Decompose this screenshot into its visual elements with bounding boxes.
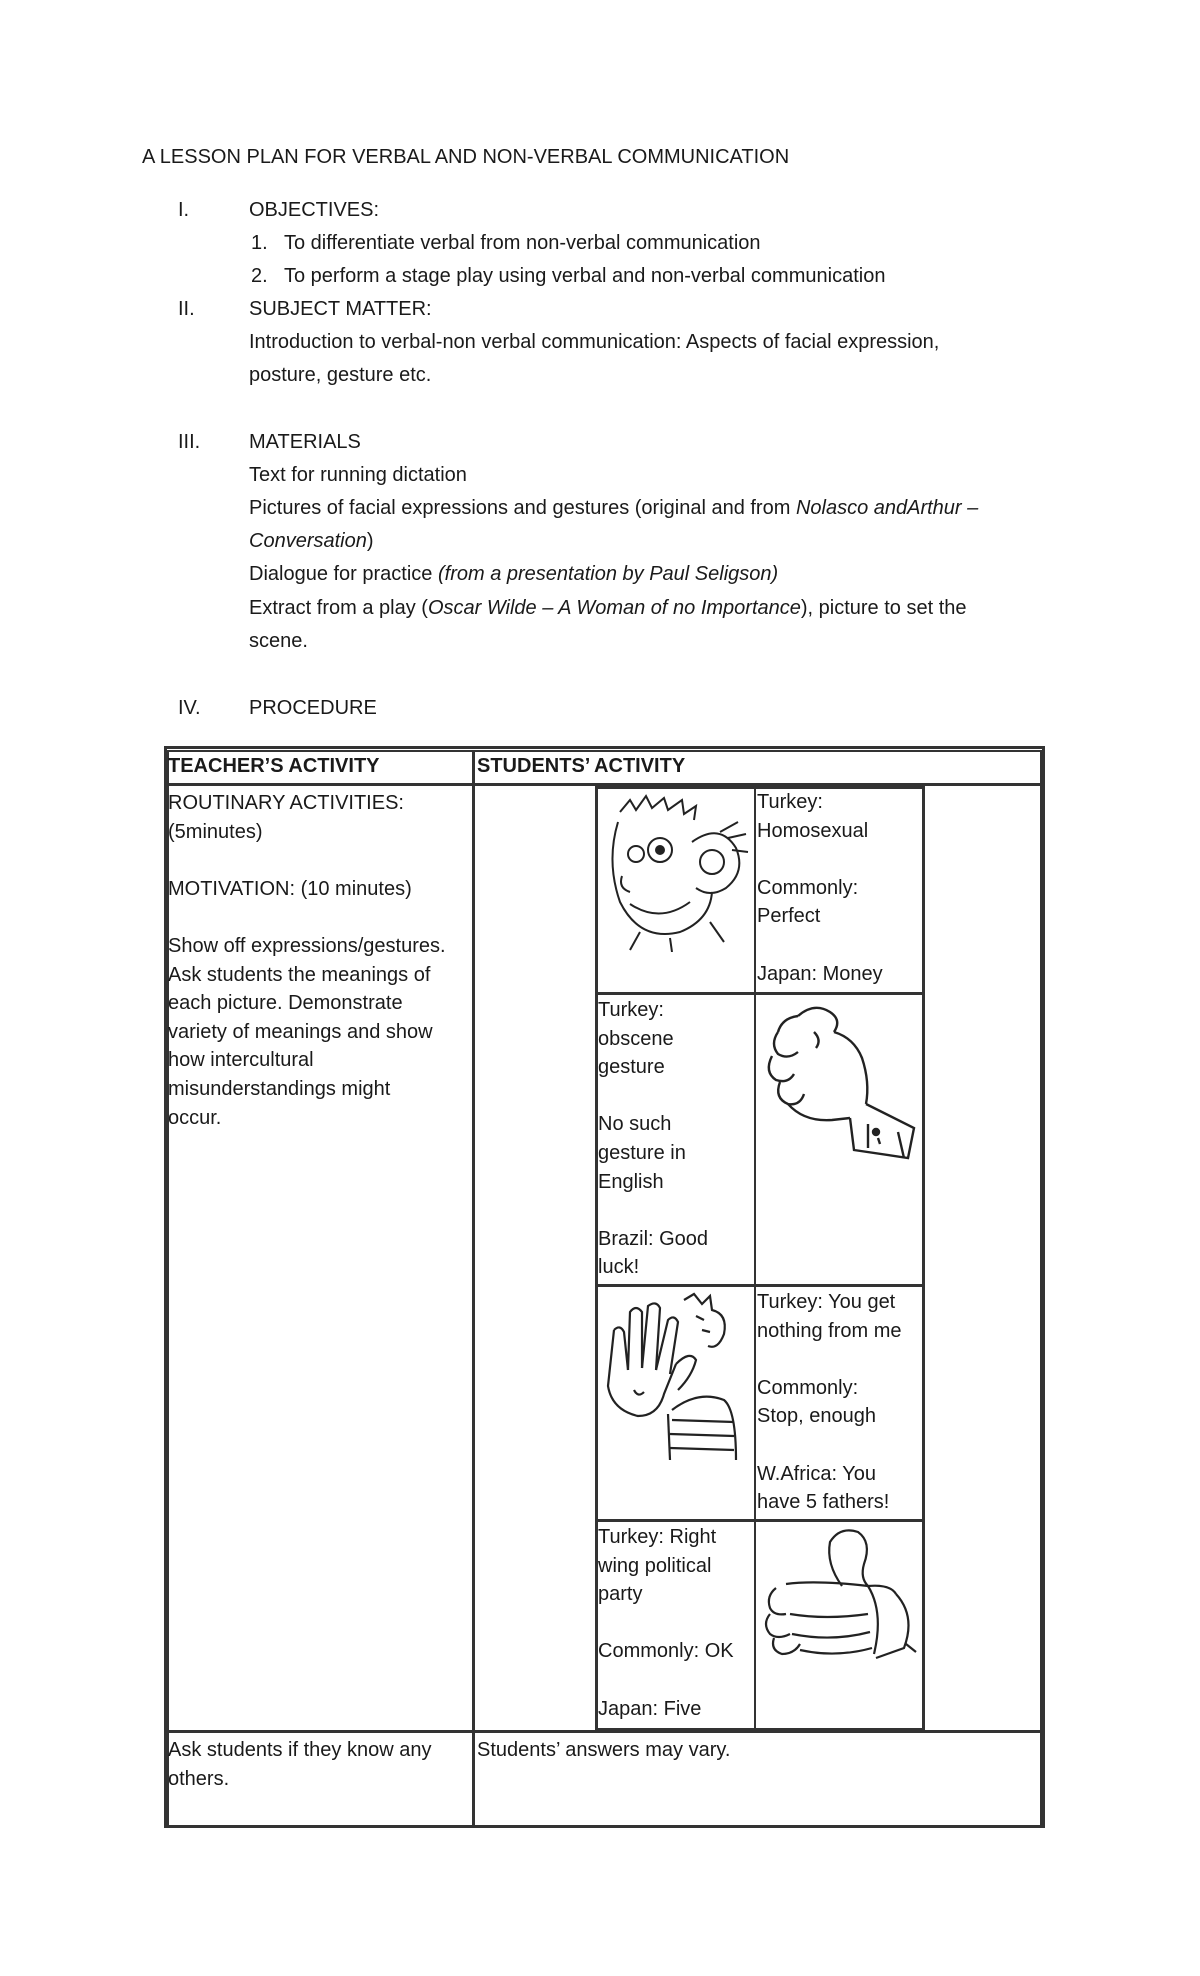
gesture-1-meanings <box>757 788 922 988</box>
gesture-3-line: Turkey: You get <box>757 1291 896 1313</box>
students-last-row-cell: Students’ answers may vary. <box>477 1739 731 1761</box>
subject-matter-number: II. <box>178 298 195 320</box>
gesture-grid-row-divider-1 <box>595 992 925 995</box>
teacher-line: ROUTINARY ACTIVITIES: <box>168 792 404 814</box>
materials-line-3-source: Conversation <box>249 530 367 552</box>
materials-line-5-text: Extract from a play ( <box>249 597 428 619</box>
gesture-2-line: luck! <box>598 1256 640 1279</box>
materials-line-2-text: Pictures of facial expressions and gestures (original and from <box>249 497 796 519</box>
gesture-2-line: gesture in <box>598 1141 686 1164</box>
materials-line-2-source: Nolasco andArthur – <box>795 497 979 519</box>
gesture-3-line: Commonly: <box>757 1376 859 1399</box>
gesture-2-line: No such <box>598 1113 672 1136</box>
teacher-activity-header: TEACHER’S ACTIVITY <box>168 755 380 777</box>
procedure-heading: PROCEDURE <box>249 697 377 719</box>
materials-line-5 <box>249 597 1049 619</box>
teacher-line-blank <box>168 903 468 932</box>
teacher-line: occur. <box>168 1106 222 1129</box>
gesture-2-line-blank <box>598 1082 753 1111</box>
gesture-4-meanings <box>598 1523 753 1723</box>
materials-line-5-rest: ), picture to set the <box>800 597 967 619</box>
materials-line-1: Text for running dictation <box>249 464 467 486</box>
gesture-2-line: obscene <box>598 1027 674 1050</box>
page-title: A LESSON PLAN FOR VERBAL AND NON-VERBAL COMMUNICATION <box>142 146 790 168</box>
materials-line-5-source: Oscar Wilde – A Woman of no Importance <box>427 597 801 619</box>
fig-fist-icon <box>758 998 924 1163</box>
objective-1-text: To differentiate verbal from non-verbal communication <box>284 232 761 254</box>
teacher-line: Show off expressions/gestures. <box>168 934 446 957</box>
gesture-1-line: Turkey: <box>757 791 823 813</box>
teacher-line: Ask students the meanings of <box>168 963 431 986</box>
procedure-number: IV. <box>178 697 201 719</box>
gesture-4-line: wing political <box>598 1554 712 1577</box>
table-right-inner-line <box>1040 750 1042 1825</box>
gesture-3-line: nothing from me <box>757 1319 902 1342</box>
gesture-3-line: Stop, enough <box>757 1405 876 1428</box>
teacher-activity-cell <box>168 789 468 1132</box>
gesture-1-line: Japan: Money <box>757 962 883 985</box>
objectives-heading: OBJECTIVES: <box>249 199 380 221</box>
gesture-1-line: Commonly: <box>757 876 859 899</box>
teacher-line-blank <box>168 846 468 875</box>
materials-line-3 <box>249 530 1049 552</box>
objective-2-number: 2. <box>251 265 268 287</box>
gesture-4-line-blank <box>598 1609 753 1638</box>
subject-matter-text-1: Introduction to verbal-non verbal communication: Aspects of facial expression, <box>249 331 940 353</box>
objective-2-text: To perform a stage play using verbal and non-verbal communication <box>284 265 886 287</box>
gesture-4-line: Commonly: OK <box>598 1640 734 1663</box>
gesture-2-line: Turkey: <box>598 999 664 1021</box>
materials-line-6: scene. <box>249 630 308 652</box>
gesture-grid-row-divider-2 <box>595 1284 925 1287</box>
teacher-line: MOTIVATION: (10 minutes) <box>168 877 412 900</box>
teacher-line: (5minutes) <box>168 820 263 843</box>
materials-heading: MATERIALS <box>249 431 361 453</box>
gesture-1-line: Homosexual <box>757 819 869 842</box>
gesture-1-line-blank <box>757 931 922 960</box>
materials-line-3-close: ) <box>366 530 374 552</box>
gesture-3-meanings <box>757 1288 922 1517</box>
gesture-4-line-blank <box>598 1666 753 1695</box>
materials-line-4-source: (from a presentation by Paul Seligson) <box>437 563 779 585</box>
gesture-2-line: English <box>598 1170 664 1193</box>
table-column-divider <box>472 750 475 1825</box>
gesture-3-line-blank <box>757 1431 922 1460</box>
gesture-3-line: have 5 fathers! <box>757 1491 890 1514</box>
teacher-line: variety of meanings and show <box>168 1020 433 1043</box>
gesture-1-line-blank <box>757 845 922 874</box>
teacher-line: how intercultural <box>168 1049 314 1072</box>
gesture-2-line-blank <box>598 1196 753 1225</box>
gesture-2-meanings <box>598 996 753 1282</box>
materials-number: III. <box>178 431 201 453</box>
gesture-2-line: Brazil: Good <box>598 1227 709 1250</box>
gesture-3-line-blank <box>757 1345 922 1374</box>
gesture-4-line: Turkey: Right <box>598 1526 717 1548</box>
teacher-line: each picture. Demonstrate <box>168 992 403 1015</box>
gesture-2-line: gesture <box>598 1056 665 1079</box>
objectives-number: I. <box>178 199 190 221</box>
teacher-last-row-cell <box>168 1736 468 1793</box>
thumbs-up-icon <box>756 1524 922 1664</box>
students-activity-header: STUDENTS’ ACTIVITY <box>477 755 686 777</box>
teacher-last-row-line: others. <box>168 1767 230 1790</box>
gesture-4-line: party <box>598 1583 643 1606</box>
gesture-3-line: W.Africa: You <box>757 1462 876 1485</box>
ok-sign-face-icon <box>600 792 750 952</box>
gesture-grid-row-divider-3 <box>595 1519 925 1522</box>
teacher-last-row-line: Ask students if they know any <box>168 1739 432 1761</box>
gesture-1-line: Perfect <box>757 905 821 928</box>
materials-line-4 <box>249 563 1049 585</box>
subject-matter-text-2: posture, gesture etc. <box>249 364 432 386</box>
materials-line-4-text: Dialogue for practice <box>249 563 438 585</box>
teacher-line: misunderstandings might <box>168 1077 391 1100</box>
objective-1-number: 1. <box>251 232 268 254</box>
open-palm-icon <box>598 1290 748 1460</box>
materials-line-2 <box>249 497 1049 519</box>
subject-matter-heading: SUBJECT MATTER: <box>249 298 432 320</box>
gesture-4-line: Japan: Five <box>598 1697 702 1720</box>
